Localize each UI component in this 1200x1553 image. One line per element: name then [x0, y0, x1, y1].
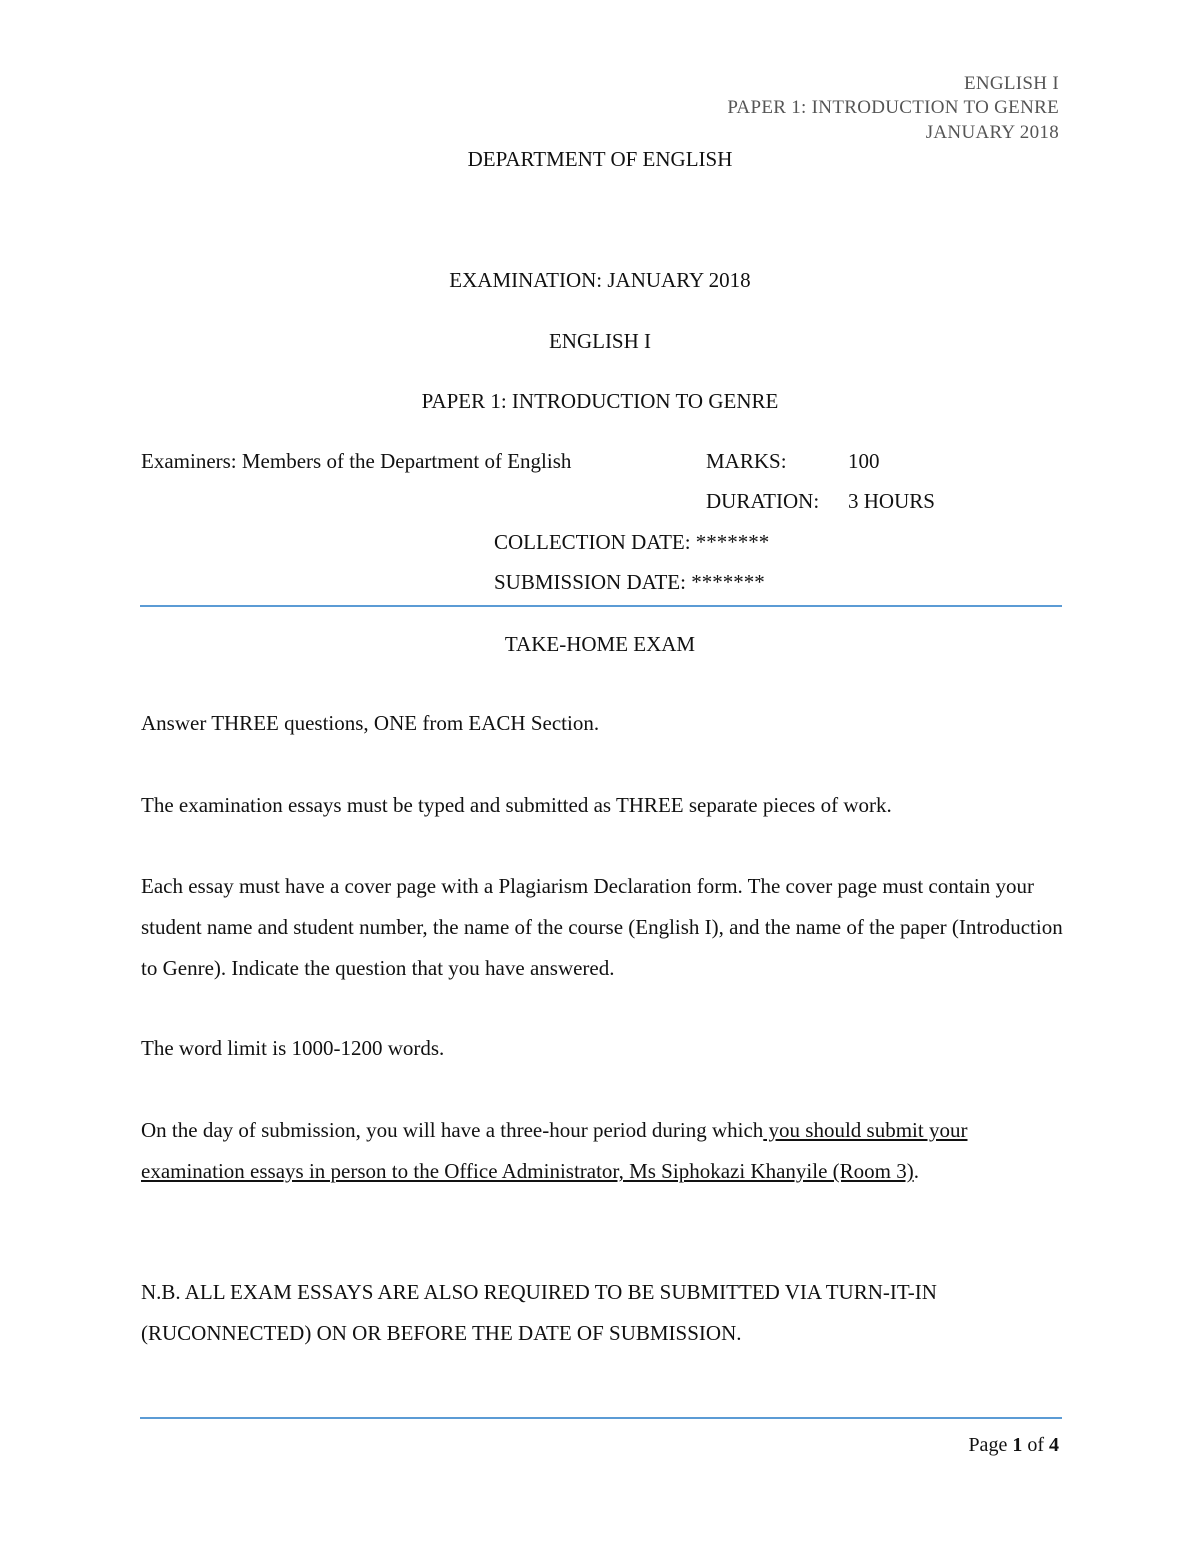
course-title: ENGLISH I: [548, 329, 652, 353]
examination-title: EXAMINATION: JANUARY 2018: [449, 268, 751, 292]
top-divider: [140, 605, 1062, 607]
page-word: Page: [968, 1434, 1008, 1456]
nb-notice: N.B. ALL EXAM ESSAYS ARE ALSO REQUIRED TO BE SUBMITTED VIA TURN-IT-IN (RUCONNECTED) ON OR BEFORE THE DATE OF SUBMISSION.: [141, 1280, 937, 1345]
examiners-text: Examiners: Members of the Department of English: [141, 449, 572, 473]
exam-type-heading: TAKE-HOME EXAM: [504, 632, 696, 656]
duration-value: 3 HOURS: [848, 489, 935, 513]
header-paper: PAPER 1: INTRODUCTION TO GENRE: [727, 97, 1059, 118]
paper-title: PAPER 1: INTRODUCTION TO GENRE: [421, 389, 779, 413]
instruction-typed-essays: The examination essays must be typed and submitted as THREE separate pieces of work.: [141, 793, 892, 817]
duration-label: DURATION:: [706, 489, 820, 513]
of-word: of: [1027, 1434, 1044, 1456]
marks-value: 100: [848, 449, 880, 473]
header-date: JANUARY 2018: [925, 122, 1059, 143]
submission-period: .: [913, 1159, 919, 1183]
header-course: ENGLISH I: [963, 73, 1059, 94]
department-title: DEPARTMENT OF ENGLISH: [467, 147, 733, 171]
page-current: 1: [1012, 1434, 1023, 1456]
page-number: [968, 1433, 1059, 1457]
instruction-submission: [141, 1110, 1071, 1192]
instruction-answer-three: Answer THREE questions, ONE from EACH Section.: [141, 711, 600, 735]
page-total: 4: [1049, 1434, 1059, 1456]
instruction-cover-page: Each essay must have a cover page with a Plagiarism Declaration form. The cover page must contain your student name and student number, the name of the course (English I), and the name of the paper (Introduction to Genre). Indicate the question that you have answered.: [141, 874, 1063, 980]
submission-date: SUBMISSION DATE: *******: [494, 570, 765, 594]
marks-label: MARKS:: [706, 449, 787, 473]
collection-date: COLLECTION DATE: *******: [494, 530, 770, 554]
submission-text: On the day of submission, you will have a three-hour period during which: [141, 1118, 764, 1142]
bottom-divider: [140, 1417, 1062, 1419]
instruction-word-limit: The word limit is 1000-1200 words.: [141, 1036, 445, 1060]
submission-underlined-text: you should submit your examination essays in person to the Office Administrator, Ms Siphokazi Khanyile (Room 3): [141, 1118, 968, 1183]
